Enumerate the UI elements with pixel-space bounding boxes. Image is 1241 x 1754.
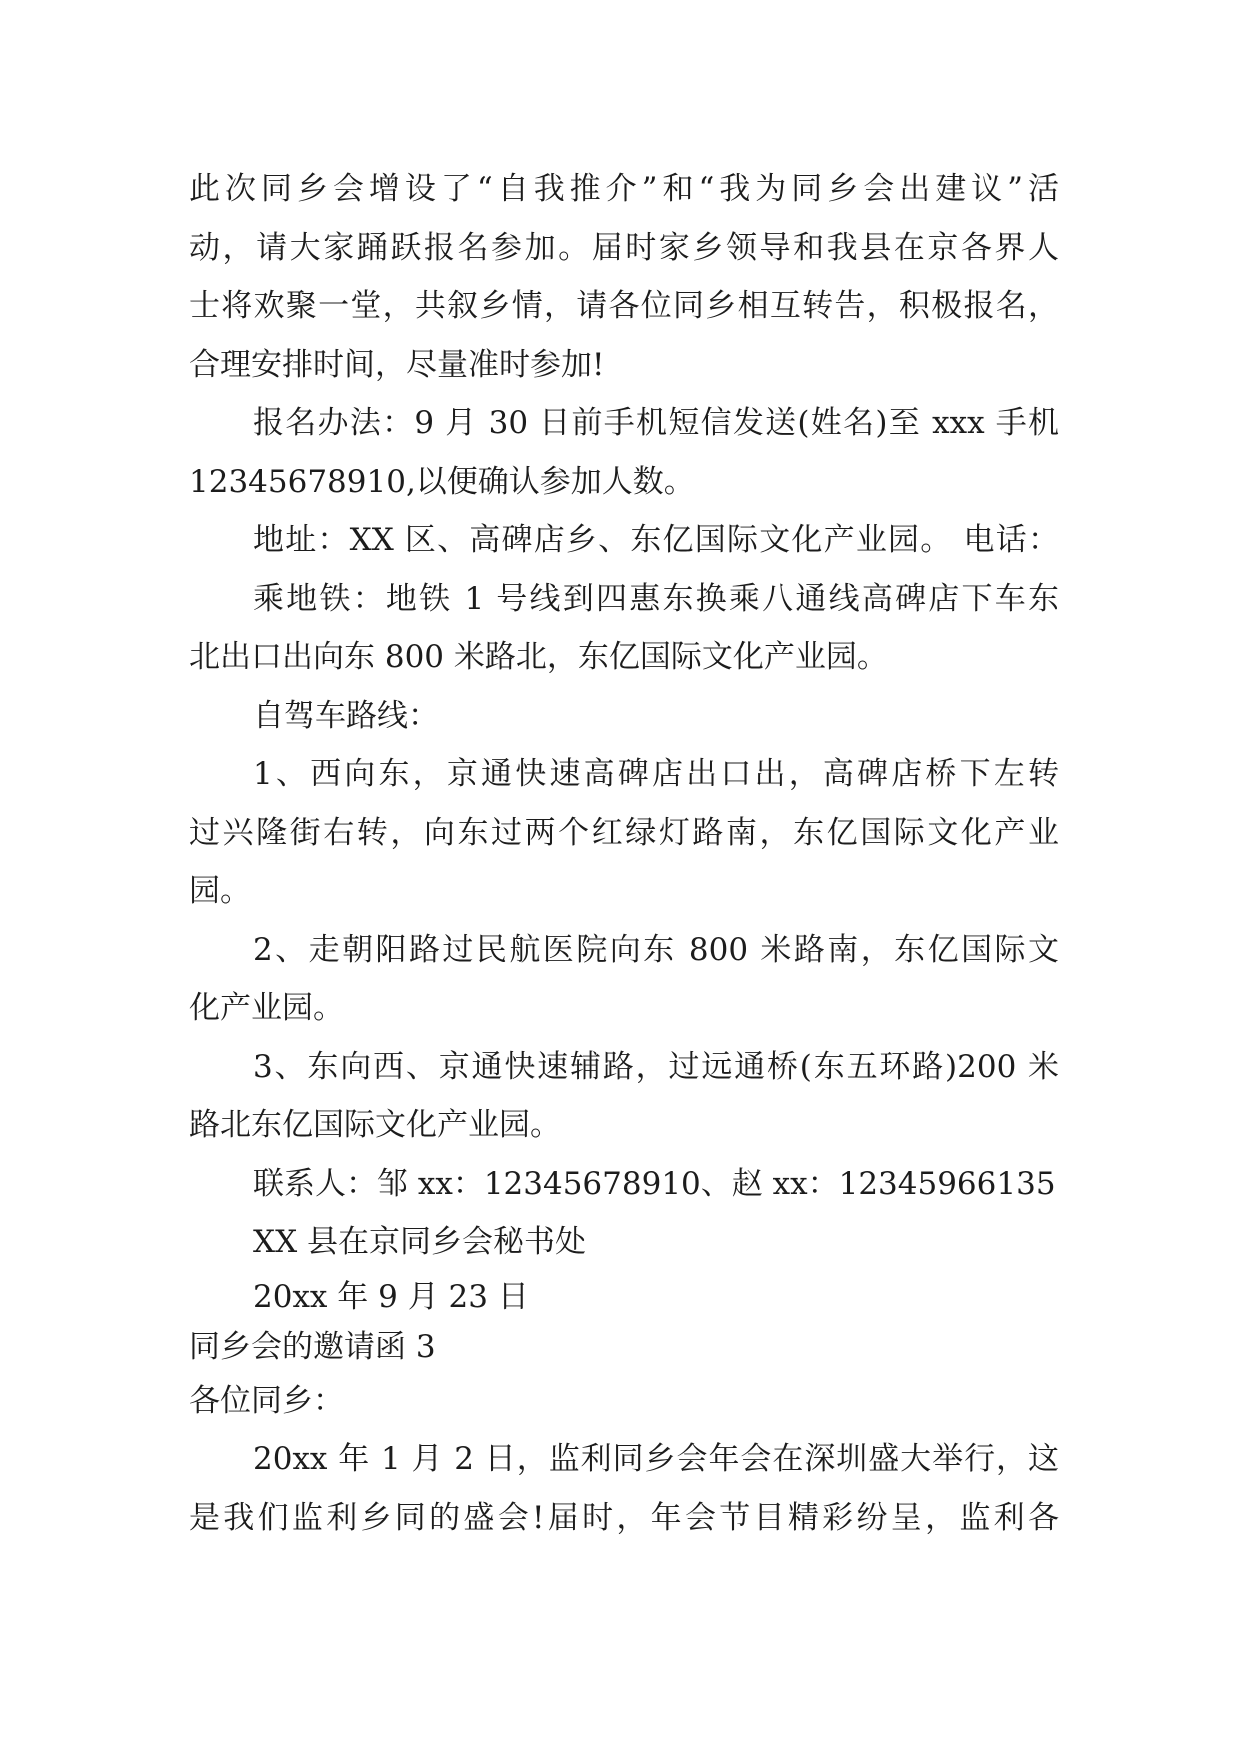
section-title: 同乡会的邀请函 3 [189, 1328, 436, 1365]
document-body [189, 160, 1059, 1547]
text-line: 报名办法：9 月 30 日前手机短信发送(姓名)至 xxx 手机 [253, 405, 1059, 441]
text-line: 1、西向东，京通快速高碑店出口出，高碑店桥下左转 [253, 756, 1059, 792]
contact-line: 联系人：邹 xx：12345678910、赵 xx：12345966135 [253, 1165, 1056, 1202]
text-line: 3、东向西、京通快速辅路，过远通桥(东五环路)200 米 [253, 1048, 1059, 1085]
text-line: 20xx 年 1 月 2 日，监利同乡会年会在深圳盛大举行，这 [253, 1441, 1059, 1477]
signature-date: 20xx 年 9 月 23 日 [253, 1278, 529, 1315]
text-line: 此次同乡会增设了“自我推介”和“我为同乡会出建议”活 [189, 171, 1059, 207]
text-line: 合理安排时间，尽量准时参加! [189, 346, 605, 383]
signature-org: XX 县在京同乡会秘书处 [253, 1224, 586, 1260]
text-line: 12345678910,以便确认参加人数。 [189, 463, 695, 500]
text-line: 园。 [189, 873, 251, 909]
text-line: 是我们监利乡同的盛会!届时，年会节目精彩纷呈，监利各 [189, 1499, 1059, 1536]
text-line: 北出口出向东 800 米路北，东亿国际文化产业园。 [189, 639, 888, 675]
text-line: 自驾车路线： [253, 697, 439, 734]
text-line: 动，请大家踊跃报名参加。届时家乡领导和我县在京各界人 [189, 229, 1059, 266]
text-line: 2、走朝阳路过民航医院向东 800 米路南，东亿国际文 [253, 931, 1059, 968]
salutation: 各位同乡： [189, 1382, 344, 1419]
text-line: 士将欢聚一堂，共叙乡情，请各位同乡相互转告，积极报名， [189, 288, 1059, 324]
text-line: 过兴隆街右转，向东过两个红绿灯路南，东亿国际文化产业 [189, 814, 1059, 851]
text-line: 乘地铁：地铁 1 号线到四惠东换乘八通线高碑店下车东 [253, 580, 1059, 617]
text-line: 化产业园。 [189, 990, 344, 1026]
text-line: 路北东亿国际文化产业园。 [189, 1107, 561, 1143]
text-line: 地址：XX 区、高碑店乡、东亿国际文化产业园。 电话： [253, 522, 1059, 558]
